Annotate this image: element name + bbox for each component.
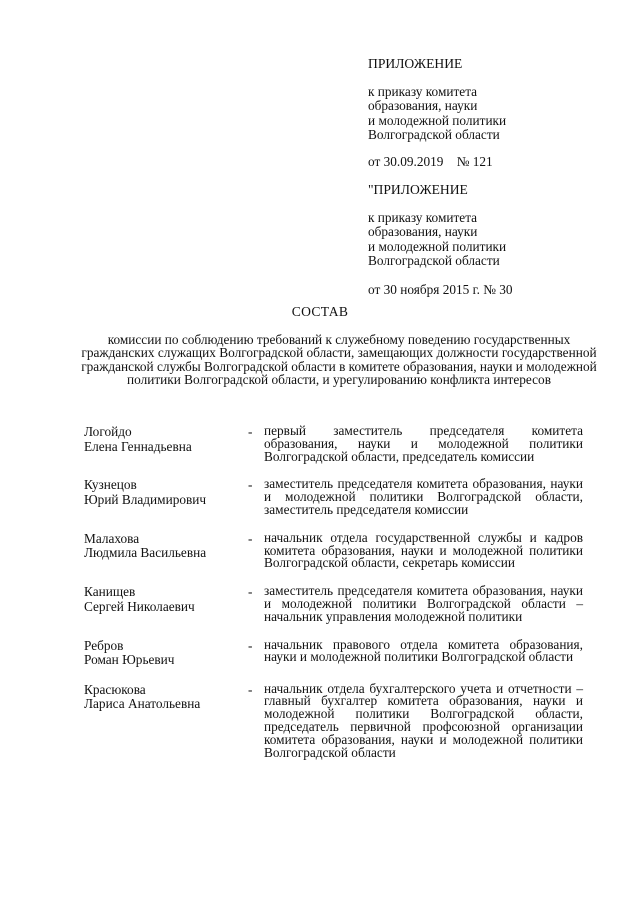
member-surname: Ребров <box>84 637 124 653</box>
appendix-order-line: и молодежной политики <box>368 112 507 128</box>
member-row <box>84 585 584 623</box>
member-row <box>84 636 584 668</box>
member-name <box>84 683 248 760</box>
previous-appendix-heading: "ПРИЛОЖЕНИЕ <box>368 182 468 197</box>
member-role: заместитель председателя комитета образования, науки и молодежной политики Волгоградской области – начальник управления молодежной политики <box>264 583 583 624</box>
member-name <box>84 532 248 570</box>
member-given-name: Лариса Анатольевна <box>84 696 201 712</box>
appendix-order-ref <box>368 155 618 170</box>
member-dash: - <box>248 584 253 600</box>
member-dash: - <box>248 424 253 439</box>
member-given-name: Сергей Николаевич <box>84 598 195 614</box>
member-dash: - <box>248 637 253 653</box>
member-name <box>84 585 248 623</box>
member-given-name: Людмила Васильевна <box>84 545 207 561</box>
member-row <box>84 425 584 463</box>
member-role: начальник отдела государственной службы и кадров комитета образования, науки и молодежной политики Волгоградской области, секретарь комиссии <box>264 529 583 571</box>
member-dash: - <box>248 681 253 697</box>
member-surname: Кузнецов <box>84 477 137 493</box>
member-role: первый заместитель председателя комитета образования, науки и молодежной политики Волгоградской области, председатель комиссии <box>264 423 583 464</box>
member-surname: Логойдо <box>84 424 132 439</box>
member-role: начальник правового отдела комитета образования, науки и молодежной политики Волгоградской области <box>264 636 583 665</box>
member-name <box>84 478 248 516</box>
member-given-name: Юрий Владимирович <box>84 491 207 507</box>
member-surname: Малахова <box>84 530 140 546</box>
appendix-block <box>368 57 618 297</box>
commission-members <box>84 425 584 759</box>
member-given-name: Роман Юрьевич <box>84 652 175 668</box>
document-subtitle: комиссии по соблюдению требований к служебному поведению государственных гражданских служащих Волгоградской области, замещающих должности государственной гражданской службы Волгоградской области в комитете образования, науки и молодежной политики Волгоградской области, и урегулированию конфликта интересов <box>81 332 597 387</box>
previous-order-line: образования, науки <box>368 224 478 239</box>
appendix-number: № 121 <box>456 153 493 169</box>
appendix-order-line: к приказу комитета <box>368 83 478 99</box>
member-role: начальник отдела бухгалтерского учета и отчетности – главный бухгалтер комитета образования, науки и молодежной политики Волгоградской области, председатель первичной профсоюзной организации комитета образования, науки и молодежной политики Волгоградской области <box>264 680 583 760</box>
appendix-order-line: образования, науки <box>368 98 478 113</box>
appendix-date: от 30.09.2019 <box>368 153 444 169</box>
member-dash: - <box>248 530 253 546</box>
member-given-name: Елена Геннадьевна <box>84 438 192 454</box>
previous-order-line: к приказу комитета <box>368 209 478 225</box>
appendix-order-line: Волгоградской области <box>368 127 500 142</box>
document-title: СОСТАВ <box>291 304 349 319</box>
appendix-heading: ПРИЛОЖЕНИЕ <box>368 56 463 71</box>
member-dash: - <box>248 477 253 493</box>
member-surname: Канищев <box>84 584 136 600</box>
member-row <box>84 529 584 571</box>
member-row <box>84 680 584 760</box>
previous-order-ref: от 30 ноября 2015 г. № 30 <box>368 281 513 297</box>
member-surname: Красюкова <box>84 681 146 697</box>
previous-order-line: Волгоградской области <box>368 253 500 268</box>
member-name <box>84 425 248 463</box>
member-role: заместитель председателя комитета образования, науки и молодежной политики Волгоградской области, заместитель председателя комиссии <box>264 476 583 517</box>
member-row <box>84 478 584 516</box>
member-name <box>84 639 248 668</box>
previous-order-line: и молодежной политики <box>368 238 507 254</box>
